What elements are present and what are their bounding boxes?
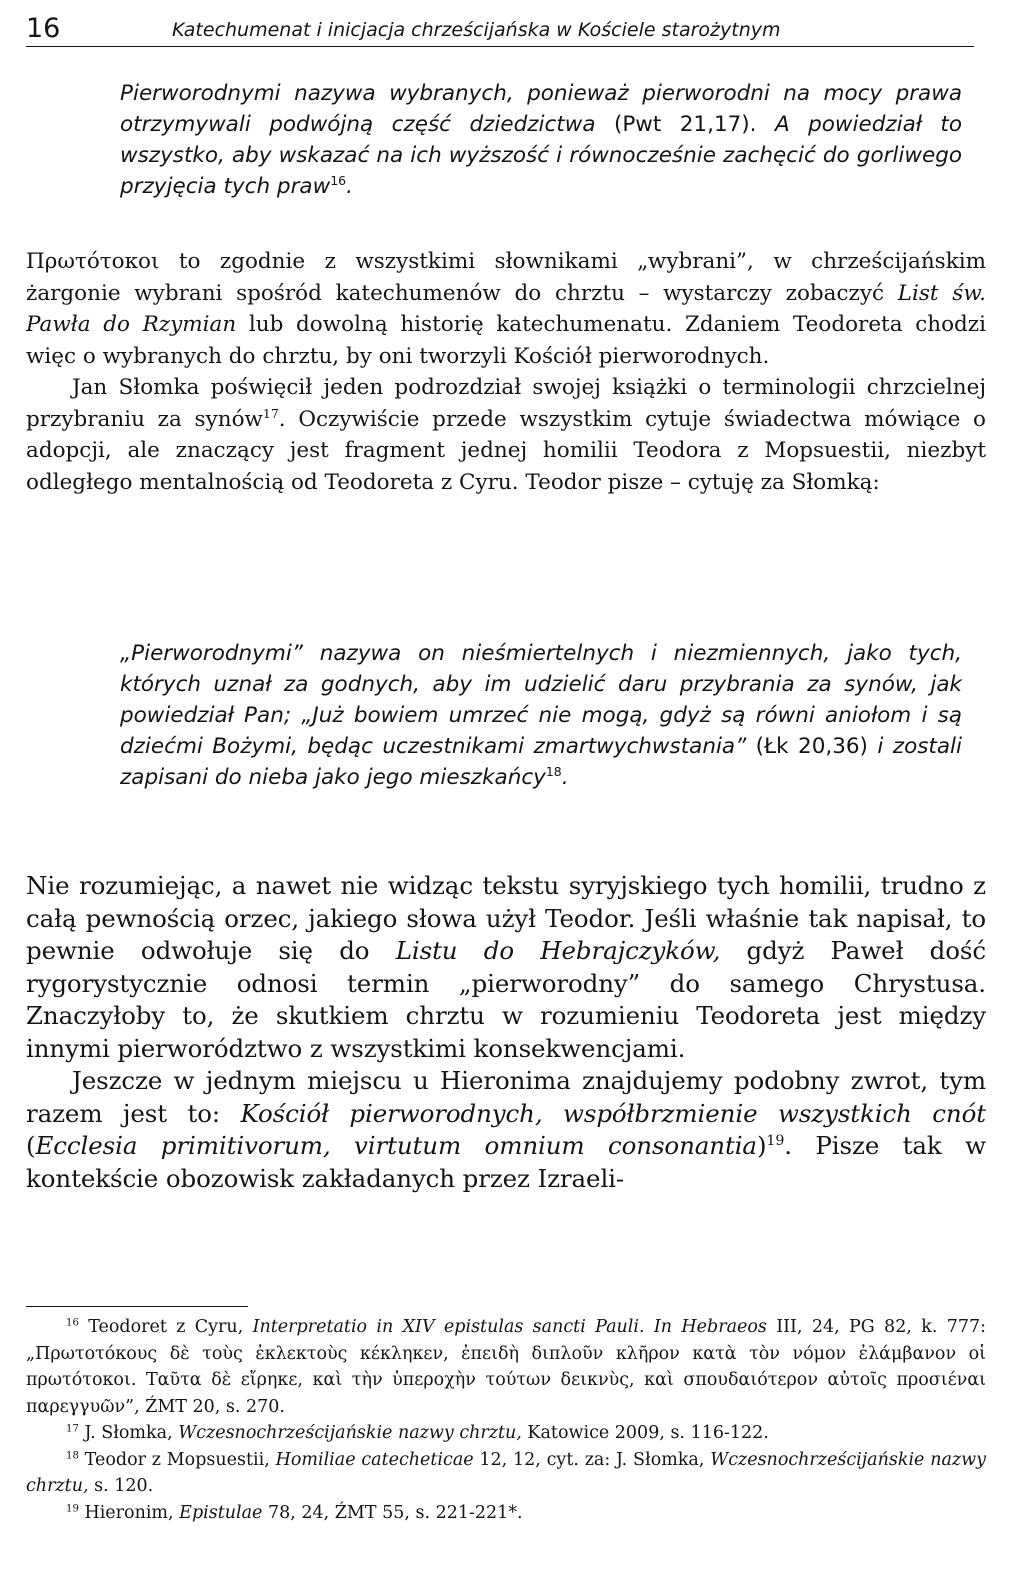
footnote-number: 16 <box>66 1317 79 1329</box>
paragraph-text: . Pisze tak w kontekście obozowisk zakładanych przez Izraeli- <box>26 1131 986 1193</box>
scripture-reference: (Łk 20,36) <box>746 734 878 759</box>
paragraph <box>26 1065 986 1195</box>
footnote-number: 17 <box>66 1423 79 1435</box>
body-section-1 <box>26 246 986 498</box>
running-title: Katechumenat i inicjacja chrześcijańska w Kościele starożytnym <box>172 19 781 41</box>
footnote-ref-18: 18 <box>545 763 562 779</box>
paragraph <box>26 246 986 372</box>
footnote-text: 12, 12, cyt. za: J. Słomka, <box>473 1449 711 1470</box>
footnote-title: Interpretatio in XIV epistulas sancti Pauli. In Hebraeos <box>252 1317 767 1337</box>
paragraph-text: ( <box>26 1131 36 1160</box>
paragraph-text: Jan Słomka poświęcił jeden podrozdział swojej książki o terminologii chrzcielnej przybraniu za synów <box>26 375 986 432</box>
footnote-17 <box>26 1420 986 1447</box>
footnote-text: Teodoret z Cyru, <box>78 1317 253 1337</box>
body-section-2 <box>26 870 986 1195</box>
footnote-19 <box>26 1500 986 1527</box>
quote-end: . <box>346 174 353 199</box>
italic-title: List św. Pawła do Rzymian <box>26 280 987 337</box>
footnote-ref-16: 16 <box>330 172 347 188</box>
block-quote-2 <box>120 638 962 793</box>
paragraph <box>26 372 986 498</box>
footnote-title: Wczesnochrześcijańskie nazwy chrztu, <box>26 1449 986 1496</box>
footnote-16 <box>26 1314 986 1420</box>
paragraph-text: Jeszcze w jednym miejscu u Hieronima znajdujemy podobny zwrot, tym razem jest to: <box>26 1066 986 1128</box>
paragraph-text: lub dowolną historię katechumenatu. Zdaniem Teodoreta chodzi więc o wybranych do chrztu, by oni tworzyli Kościół pierworodnych. <box>26 312 986 369</box>
quote-text: A powiedział to wszystko, aby wskazać na ich wyższość i równocześnie zachęcić do gorliwego przyjęcia tych praw <box>120 112 962 199</box>
paragraph-text: . Oczywiście przede wszystkim cytuje świadectwa mówiące o adopcji, ale znaczący jest fragment jednej homilii Teodora z Mopsuestii, niezbyt odległego mentalnością od Teodoreta z Cyru. Teodor pisze – cytuję za Słomką: <box>26 406 986 495</box>
paragraph-text: gdyż Paweł dość rygorystycznie odnosi termin „pierworodny” do samego Chrystusa. Znaczyłoby to, że skutkiem chrztu w rozumieniu Teodoreta jest między innymi pierworództwo z wszystkimi konsekwencjami. <box>26 936 987 1063</box>
quote-paragraph <box>120 638 962 793</box>
quote-text: Pierworodnymi nazywa wybranych, ponieważ pierworodni na mocy prawa otrzymywali podwójną część dziedzictwa <box>120 81 962 137</box>
running-header <box>26 12 974 47</box>
footnote-text: 78, 24, ŹMT 55, s. 221-221*. <box>262 1502 523 1523</box>
footnote-title: Wczesnochrześcijańskie nazwy chrztu, <box>178 1423 522 1443</box>
footnote-text: Hieronim, <box>78 1502 180 1523</box>
footnote-ref-19: 19 <box>766 1132 785 1149</box>
quote-paragraph <box>120 78 962 202</box>
footnote-divider <box>26 1306 248 1307</box>
footnote-title: Homiliae catecheticae <box>275 1449 474 1470</box>
footnote-ref-17: 17 <box>262 405 279 421</box>
scripture-reference: (Pwt 21,17). <box>595 112 775 137</box>
footnote-title: Epistulae <box>179 1502 263 1523</box>
footnote-text: Teodor z Mopsuestii, <box>78 1449 276 1470</box>
italic-title: Listu do Hebrajczyków, <box>395 936 721 965</box>
quote-end: . <box>561 765 569 790</box>
block-quote-1 <box>120 78 962 202</box>
footnote-18 <box>26 1447 986 1500</box>
paragraph <box>26 870 986 1065</box>
paragraph-text: ) <box>756 1131 767 1160</box>
footnote-number: 18 <box>66 1449 79 1461</box>
paragraph-text: Nie rozumiejąc, a nawet nie widząc tekstu syryjskiego tych homilii, trudno z całą pewnością orzec, jakiego słowa użył Teodor. Jeśli właśnie tak napisał, to pewnie odwołuje się do <box>26 871 986 965</box>
quote-text: „Pierworodnymi” nazywa on nieśmiertelnych i niezmiennych, jako tych, których uznał za godnych, aby im udzielić daru przybrania za synów, jak powiedział Pan; „Już bowiem umrzeć nie mogą, gdyż są równi aniołom i są dziećmi Bożymi, będąc uczestnikami zmartwychwstania” <box>120 641 962 759</box>
italic-phrase: Kościół pierworodnych, współbrzmienie wszystkich cnót <box>240 1098 986 1128</box>
latin-phrase: Ecclesia primitivorum, virtutum omnium consonantia <box>35 1131 757 1160</box>
footnote-text: Katowice 2009, s. 116-122. <box>521 1423 769 1443</box>
footnote-text: J. Słomka, <box>78 1423 179 1443</box>
footnote-text: III, 24, PG 82, k. 777: „Πρωτοτόκους δὲ τοὺς ἐκλεκτοὺς κέκληκεν, ἐπειδὴ διπλοῦν κλῆρον κατὰ τὸν νόμον ἐλάμβανον οἱ πρωτότοκοι. Ταῦτα δὲ εἴρηκε, καὶ τὴν ὑπεροχὴν τούτων δεικνὺς, καὶ σπουδαιότερον αὐτοῖς προσιέναι παρεγγυῶν”, ŹMT 20, s. 270. <box>26 1317 986 1417</box>
paragraph-text: Πρωτότοκοι to zgodnie z wszystkimi słownikami „wybrani”, w chrześcijańskim żargonie wybrani spośród katechumenów do chrztu – wystarczy zobaczyć <box>26 249 986 306</box>
quote-text: i zostali zapisani do nieba jako jego mieszkańcy <box>120 734 962 790</box>
footnote-number: 19 <box>66 1502 79 1514</box>
page-number: 16 <box>26 13 61 44</box>
footnotes <box>26 1314 986 1526</box>
footnote-text: s. 120. <box>88 1476 154 1496</box>
